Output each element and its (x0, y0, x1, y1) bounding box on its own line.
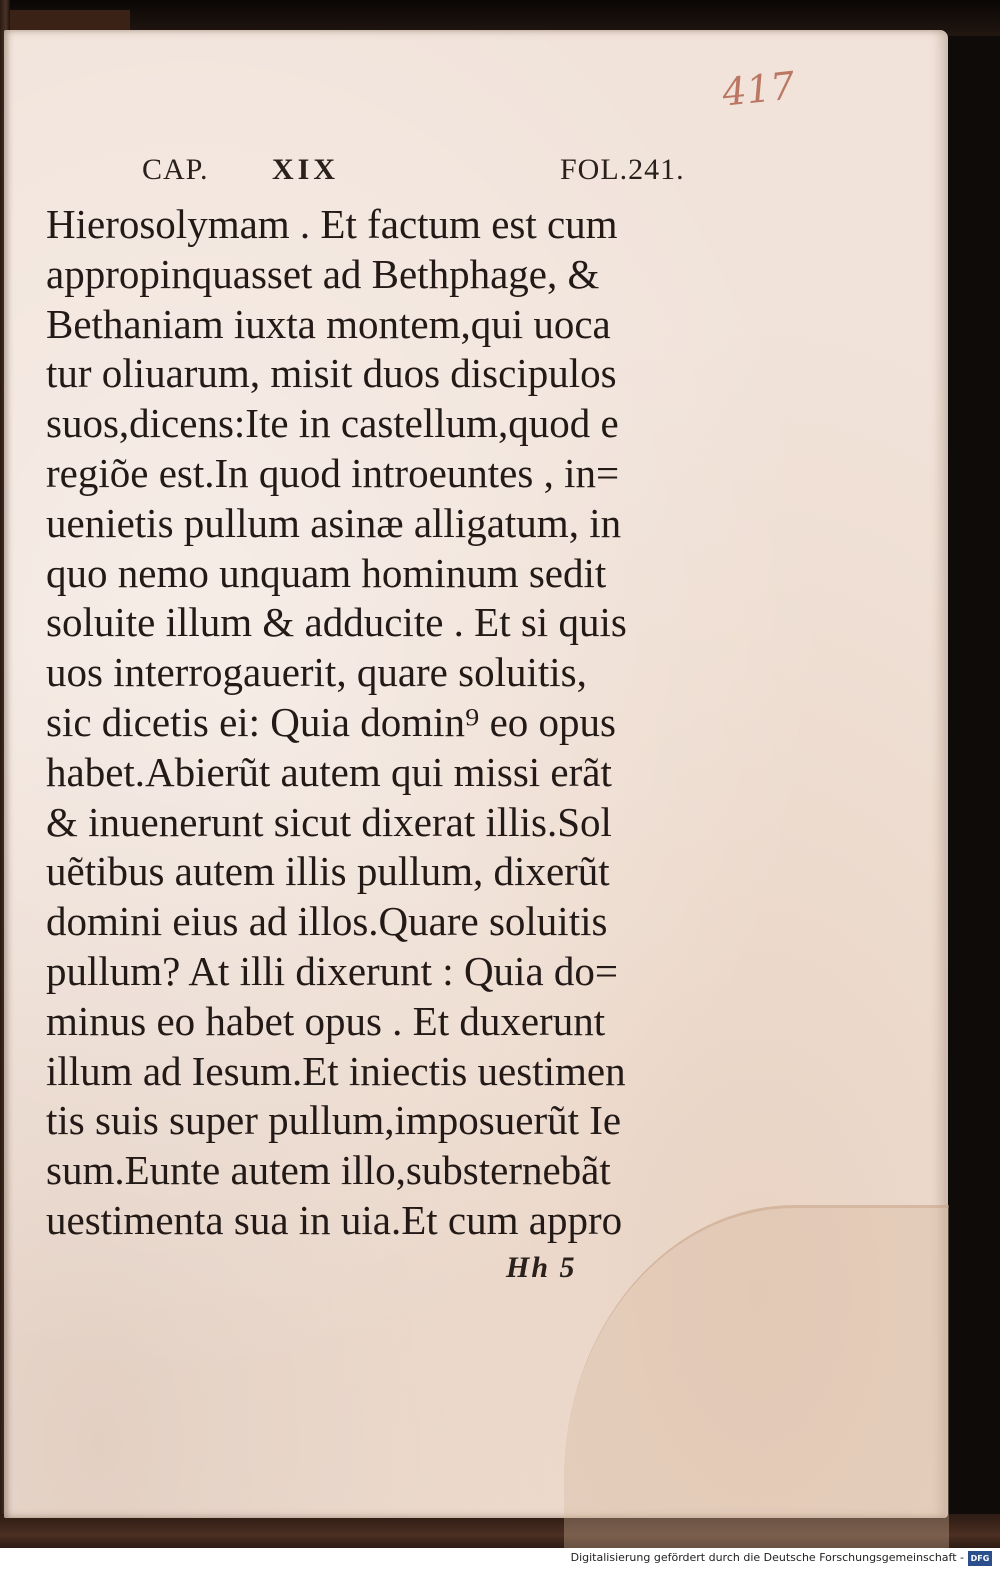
signature-mark: Hh 5 (506, 1251, 577, 1284)
text-line: sum.Eunte autem illo,substernebãt (46, 1147, 611, 1194)
text-line: domini eius ad illos.Quare soluitis (46, 898, 608, 945)
running-head-folio: FOL.241. (560, 153, 685, 186)
running-head-chapter-number: XIX (272, 153, 340, 186)
text-line: uestimenta sua in uia.Et cum appro (46, 1196, 623, 1243)
text-line: uos interrogauerit, quare soluitis, (46, 649, 587, 696)
dfg-logo-icon: DFG (968, 1551, 992, 1566)
funding-credit: Digitalisierung gefördert durch die Deutsche Forschungsgemeinschaft - (570, 1551, 964, 1564)
text-line: minus eo habet opus . Et duxerunt (46, 997, 606, 1044)
text-line: Hierosolymam . Et factum est cum (46, 201, 618, 247)
text-line: tis suis super pullum,imposuerũt Ie (46, 1097, 622, 1144)
text-line: suos,dicens:Ite in castellum,quod e (46, 400, 619, 447)
body-text (46, 200, 716, 1246)
text-line: sic dicetis ei: Quia domin⁹ eo opus (46, 698, 616, 745)
running-head-chapter-label: CAP. (142, 153, 209, 186)
text-line: Bethaniam iuxta montem,qui uoca (46, 300, 611, 347)
handwritten-folio-number: 417 (720, 63, 797, 115)
text-line: soluite illum & adducite . Et si quis (46, 599, 627, 646)
text-line: habet.Abierũt autem qui missi erãt (46, 748, 612, 795)
text-line: regiõe est.In quod introeuntes , in= (46, 449, 620, 496)
text-line: & inuenerunt sicut dixerat illis.Sol (46, 798, 612, 845)
text-line: tur oliuarum, misit duos discipulos (46, 350, 617, 397)
text-line: uenietis pullum asinæ alligatum, in (46, 499, 622, 546)
text-line: pullum? At illi dixerunt : Quia do= (46, 947, 619, 994)
text-line: appropinquasset ad Bethphage, & (46, 250, 600, 297)
text-line: illum ad Iesum.Et iniectis uestimen (46, 1047, 626, 1094)
text-line: quo nemo unquam hominum sedit (46, 549, 607, 596)
text-line: uẽtibus autem illis pullum, dixerũt (46, 848, 610, 895)
water-stain (564, 1205, 949, 1548)
